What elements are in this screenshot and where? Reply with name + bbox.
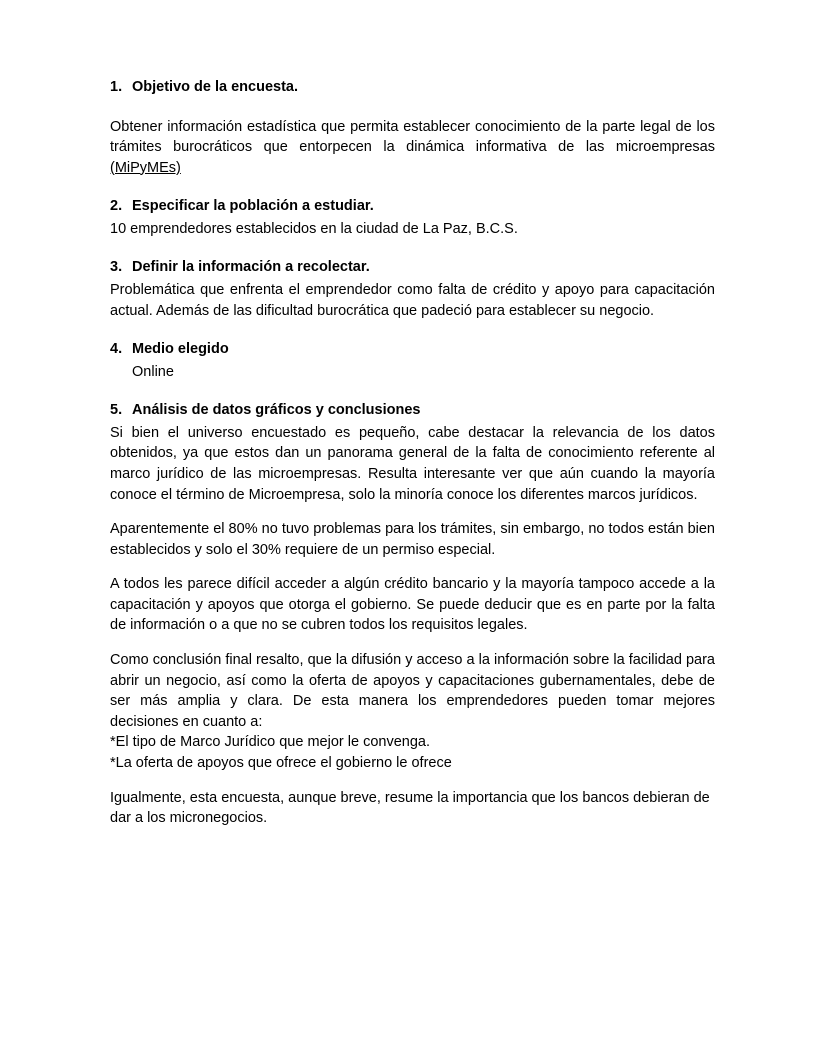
section-2-heading xyxy=(110,197,715,217)
section-5 xyxy=(110,401,715,828)
section-1-title: Objetivo de la encuesta. xyxy=(132,79,298,95)
section-5-paragraph-3: A todos les parece difícil acceder a algún crédito bancario y la mayoría tampoco accede a la capacitación y apoyos que otorga el gobierno. Se puede deducir que es en parte por la falta de información o a que no se cubren todos los requisitos legales. xyxy=(110,576,715,634)
section-1 xyxy=(110,78,715,178)
section-4-heading xyxy=(110,340,715,360)
section-2-number: 2. xyxy=(110,198,123,215)
section-3 xyxy=(110,258,715,321)
section-3-title: Definir la información a recolectar. xyxy=(132,259,370,276)
section-4-title: Medio elegido xyxy=(132,341,229,358)
section-5-paragraph-1: Si bien el universo encuestado es pequeño, cabe destacar la relevancia de los datos obtenidos, ya que estos dan un panorama general de la falta de conocimiento referente al marco jurídico de las microempresas. Resulta interesante ver que aún cuando la mayoría conoce el término de Microempresa, solo la minoría conoce los diferentes marcos jurídicos. xyxy=(110,424,715,503)
section-4 xyxy=(110,340,715,382)
section-5-heading xyxy=(110,401,715,421)
section-5-bullet-2: *La oferta de apoyos que ofrece el gobierno le ofrece xyxy=(110,754,452,771)
section-5-bullet-1: *El tipo de Marco Jurídico que mejor le convenga. xyxy=(110,734,430,751)
section-2-body: 10 emprendedores establecidos en la ciudad de La Paz, B.C.S. xyxy=(110,220,518,237)
section-1-body xyxy=(110,117,715,179)
document-body xyxy=(110,78,715,829)
section-5-title: Análisis de datos gráficos y conclusiones xyxy=(132,402,421,419)
section-5-number: 5. xyxy=(110,402,123,419)
section-5-paragraph-2: Aparentemente el 80% no tuvo problemas para los trámites, sin embargo, no todos están bien establecidos y solo el 30% requiere de un permiso especial. xyxy=(110,521,715,558)
section-4-body: Online xyxy=(132,363,174,380)
section-3-number: 3. xyxy=(110,259,123,276)
section-1-heading xyxy=(110,78,715,98)
section-1-body-text: Obtener información estadística que permita establecer conocimiento de la parte legal de los trámites burocráticos que entorpecen la dinámica informativa de las microempresas xyxy=(110,118,715,156)
section-5-paragraph-4: Como conclusión final resalto, que la difusión y acceso a la información sobre la facilidad para abrir un negocio, así como la oferta de apoyos y capacitaciones gubernamentales, debe de ser más amplia y clara. De esta manera los emprendedores pueden tomar mejores decisiones en cuanto a: xyxy=(110,652,715,730)
section-5-paragraph-5: Igualmente, esta encuesta, aunque breve, resume la importancia que los bancos debieran de dar a los micronegocios. xyxy=(110,789,710,827)
section-3-heading xyxy=(110,258,715,278)
section-1-body-underlined: (MiPyMEs) xyxy=(110,159,181,176)
section-2 xyxy=(110,197,715,239)
section-1-number: 1. xyxy=(110,79,123,95)
section-4-number: 4. xyxy=(110,341,123,358)
section-3-body: Problemática que enfrenta el emprendedor como falta de crédito y apoyo para capacitación actual. Además de las dificultad burocrática que padeció para establecer su negocio. xyxy=(110,282,715,319)
section-2-title: Especificar la población a estudiar. xyxy=(132,198,374,215)
